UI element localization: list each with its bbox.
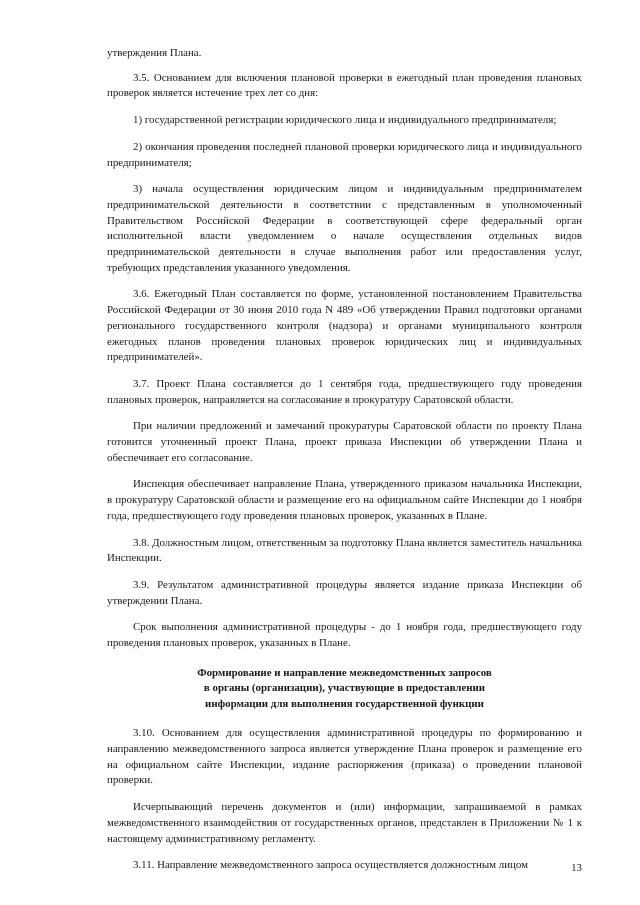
paragraph-3-11: 3.11. Направление межведомственного запроса осуществляется должностным лицом <box>133 859 528 872</box>
paragraph-continuation: утверждения Плана. <box>107 47 202 59</box>
paragraph-proposals: При наличии предложений и замечаний прокуратуры Саратовской области по проекту Плана готовится уточненный проект Плана, проект приказа Инспекции об утверждении Плана и обеспечивает его согласование. <box>107 420 582 464</box>
paragraph-3-8: 3.8. Должностным лицом, ответственным за подготовку Плана является заместитель начальника Инспекции. <box>107 536 582 565</box>
paragraph-3-10: 3.10. Основанием для осуществления административной процедуры по формированию и направлению межведомственного запроса является утверждение Плана проверок и размещение его на официальном сайте Инспекции, издание распоряжения (приказа) о проведении плановой проверки. <box>107 727 582 787</box>
section-heading <box>107 666 582 713</box>
paragraph-3-7: 3.7. Проект Плана составляется до 1 сентября года, предшествующего году проведения плановых проверок, направляется на согласование в прокуратуру Саратовской области. <box>107 377 582 406</box>
paragraph-list-item-1: 1) государственной регистрации юридического лица и индивидуального предпринимателя; <box>133 114 557 127</box>
paragraph-document-list: Исчерпывающий перечень документов и (или) информации, запрашиваемой в рамках межведомственного взаимодействия от государственных органов, представлен в Приложении № 1 к настоящему административному регламенту. <box>107 801 582 845</box>
paragraph-deadline: Срок выполнения административной процедуры - до 1 ноября года, предшествующего году проведения плановых проверок, указанных в Плане. <box>107 621 582 650</box>
paragraph-3-5: 3.5. Основанием для включения плановой проверки в ежегодный план проведения плановых проверок является истечение трех лет со дня: <box>107 71 582 100</box>
page-number: 13 <box>571 862 582 874</box>
paragraph-inspection-sends: Инспекция обеспечивает направление Плана, утвержденного приказом начальника Инспекции, в прокуратуру Саратовской области и размещение его на официальном сайте Инспекции до 1 ноября года, предшествующего году проведения плановых проверок, указанных в Плане. <box>107 478 582 522</box>
paragraph-list-item-2: 2) окончания проведения последней плановой проверки юридического лица и индивидуального предпринимателя; <box>107 140 582 169</box>
section-heading-line-1: Формирование и направление межведомственных запросов <box>197 666 492 679</box>
paragraph-list-item-3: 3) начала осуществления юридическим лицом и индивидуальным предпринимателем предпринимательской деятельности в соответствии с представленным в уполномоченный Правительством Российской Федерации в соответствующей сфере федеральный орган исполнительной власти уведомлением о начале осуществления отдельных видов предпринимательской деятельности в случае выполнения работ или предоставления услуг, требующих представления указанного уведомления. <box>107 183 582 274</box>
section-heading-line-3: информации для выполнения государственной функции <box>205 697 484 710</box>
paragraph-3-9: 3.9. Результатом административной процедуры является издание приказа Инспекции об утверждении Плана. <box>107 578 582 607</box>
paragraph-3-6: 3.6. Ежегодный План составляется по форме, установленной постановлением Правительства Российской Федерации от 30 июня 2010 года N 489 «Об утверждении Правил подготовки органами регионального государственного контроля (надзора) и органами муниципального контроля ежегодных планов проведения плановых проверок юридических лиц и индивидуальных предпринимателей». <box>107 288 582 364</box>
section-heading-line-2: в органы (организации), участвующие в предоставлении <box>203 682 486 695</box>
